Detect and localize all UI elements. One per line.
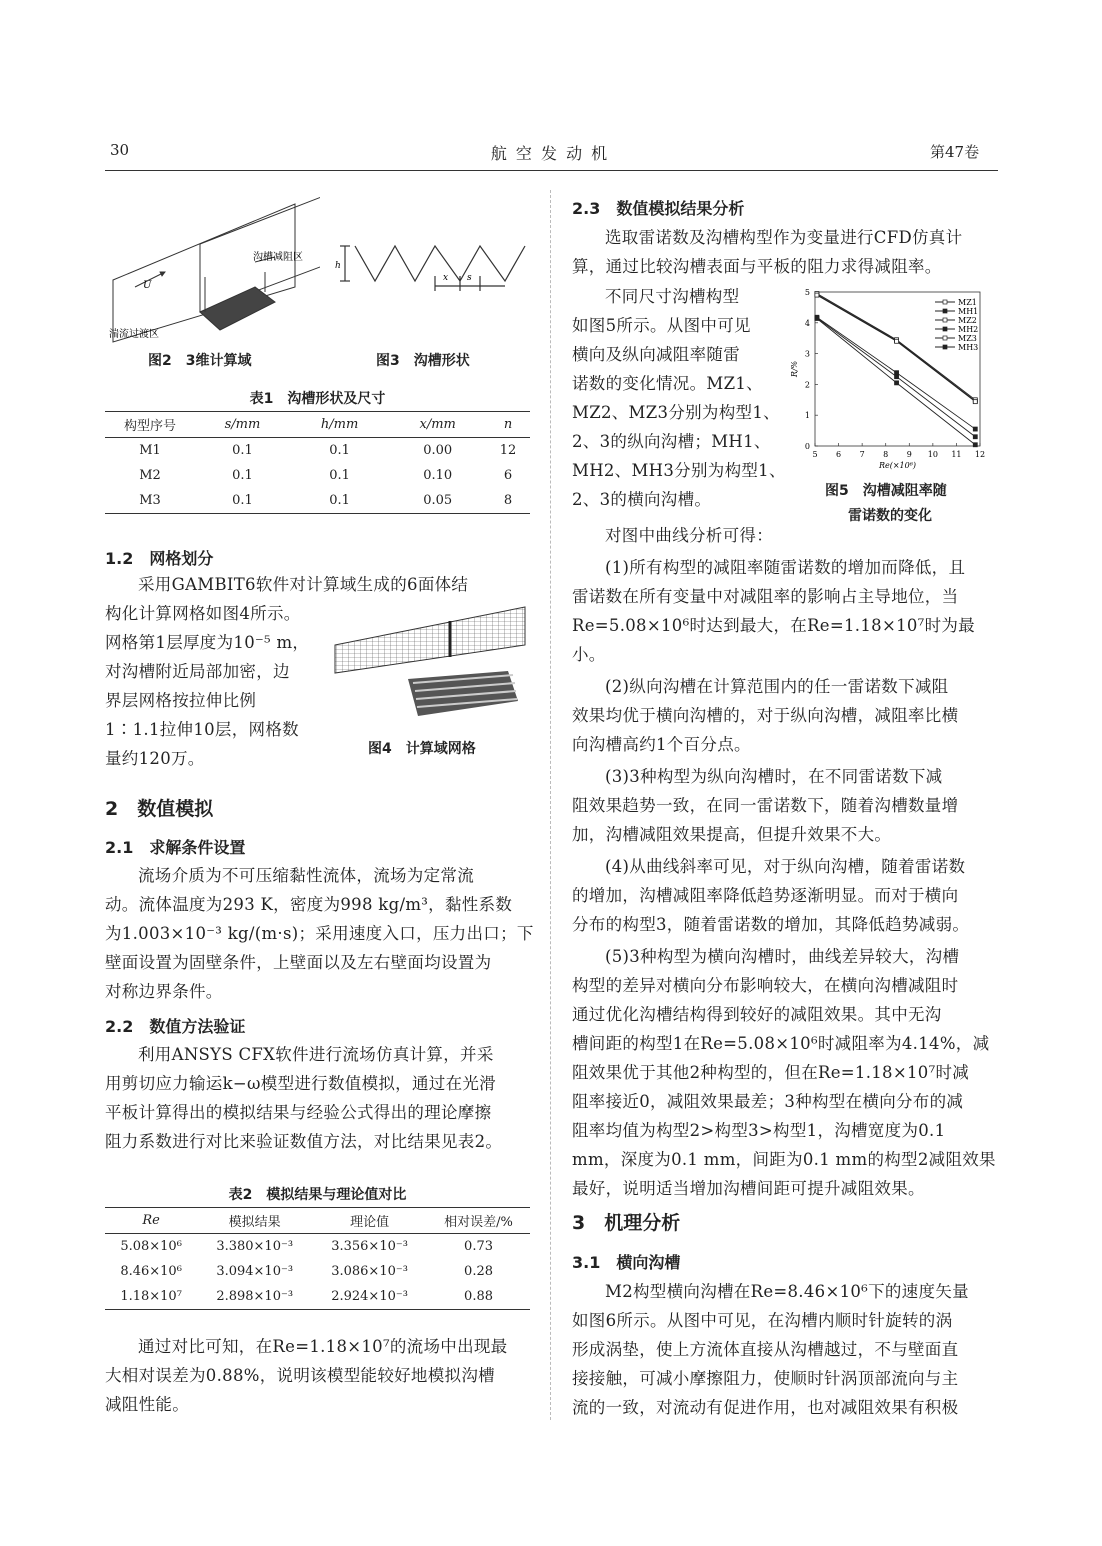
data-point-mh1 [973, 443, 977, 447]
fig5-caption-1: 图5 沟槽减阻率随 [825, 483, 947, 499]
volume-label: 第47卷 [930, 143, 980, 161]
fig2-3d-domain [105, 192, 320, 347]
x-tick-label: 7 [859, 450, 865, 459]
legend-marker-mz2 [943, 318, 947, 322]
y-tick-label: 4 [804, 318, 810, 328]
y-tick-label: 3 [804, 349, 810, 359]
section-2-heading: 2 数值模拟 [105, 798, 214, 820]
section-1-2-heading: 1.2 网格划分 [105, 549, 214, 568]
fig3-caption: 图3 沟槽形状 [376, 353, 470, 369]
t2-header: Re [142, 1213, 160, 1228]
conclusion-body: 通过对比可知，在Re=1.18×10⁷的流场中出现最 大相对误差为0.88%，说明该模型能较好地模拟沟槽 减阻性能。 [105, 1337, 508, 1414]
legend-marker-mh2 [943, 327, 947, 331]
legend-label-mh2: MH2 [958, 325, 979, 334]
y-axis-label: R/% [790, 360, 799, 378]
plot-frame [815, 292, 980, 446]
x-tick-label: 6 [836, 450, 842, 459]
table-row: M2 0.1 0.1 0.10 6 [139, 468, 513, 483]
section-2-3-intro: 选取雷诺数及沟槽构型作为变量进行CFD仿真计 算，通过比较沟槽表面与平板的阻力求得减阻率。 [572, 228, 963, 276]
t1-header: n [503, 417, 513, 432]
page-number: 30 [110, 141, 130, 159]
fig4-caption: 图4 计算域网格 [368, 741, 476, 757]
legend-label-mh1: MH1 [958, 307, 979, 316]
section-3-1-body: M2构型横向沟槽在Re=8.46×10⁶下的速度矢量 如图6所示。从图中可见，在沟槽内顺时针旋转的涡 形成涡垫，使上方流体直接从沟槽越过，不与壁面直 接接触，可减小摩擦阻力，使顺时针涡顶部流向与主 流的一致，对流动有促进作用，也对减阻效果有积极 [572, 1282, 969, 1417]
x-tick-label: 8 [883, 450, 889, 459]
data-point-mz3 [895, 339, 899, 343]
section-2-2-heading: 2.2 数值方法验证 [105, 1017, 246, 1036]
legend-marker-mz1 [943, 300, 947, 304]
legend-label-mz1: MZ1 [958, 298, 977, 307]
legend-label-mz3: MZ3 [958, 334, 977, 343]
table-row: 5.08×10⁶ 3.380×10⁻³ 3.356×10⁻³ 0.73 [120, 1239, 493, 1254]
t1-header: x/mm [419, 417, 456, 432]
groove-zone-label: 沟槽减阻区 [253, 252, 303, 263]
y-tick-label: 0 [804, 442, 810, 451]
fig5-caption-2: 雷诺数的变化 [848, 508, 932, 524]
fig4-mesh [330, 605, 530, 730]
section-2-3-wrap: 不同尺寸沟槽构型 如图5所示。从图中可见 横向及纵向减阻率随雷 诺数的变化情况。MZ1、 MZ2、MZ3分别为构型1、 2、3的纵向沟槽；MH1、 MH2、MH3分别为构型1、 2、3的横向沟槽。 [572, 287, 786, 509]
t2-header: 模拟结果 [228, 1215, 281, 1230]
section-2-1-heading: 2.1 求解条件设置 [105, 838, 246, 857]
fig3-groove-shape [325, 236, 535, 296]
table2-title: 表2 模拟结果与理论值对比 [228, 1187, 407, 1203]
y-tick-label: 1 [804, 411, 810, 421]
data-point-mh3 [815, 316, 819, 320]
table-row: M1 0.1 0.1 0.00 12 [139, 443, 517, 458]
legend-marker-mh1 [943, 309, 947, 313]
x-tick-label: 12 [974, 450, 986, 459]
data-point-mz3 [973, 400, 977, 404]
data-point-mh2 [895, 371, 899, 375]
column-divider [550, 190, 551, 1420]
y-tick-label: 5 [804, 288, 810, 297]
legend-label-mz2: MZ2 [958, 316, 977, 325]
section-2-2-body: 利用ANSYS CFX软件进行流场仿真计算，并采 用剪切应力输运k−ω模型进行数值模拟，通过在光滑 平板计算得出的模拟结果与经验公式得出的理论摩擦 阻力系数进行对比来验证数值方法，对比结果见表2。 [105, 1045, 503, 1151]
x-tick-label: 11 [951, 450, 962, 459]
data-point-mh3 [895, 375, 899, 379]
table-row: 8.46×10⁶ 3.094×10⁻³ 3.086×10⁻³ 0.28 [120, 1264, 493, 1279]
s-label: s [467, 273, 472, 283]
data-point-mz3 [815, 293, 819, 297]
table1 [105, 411, 530, 514]
section-1-2-body: 采用GAMBIT6软件对计算域生成的6面体结 构化计算网格如图4所示。 网格第1层厚度为10⁻⁵ m， 对沟槽附近局部加密，边 界层网格按拉伸比例 1∶1.1拉伸10层，网格数 量约120万。 [105, 575, 469, 768]
legend-label-mh3: MH3 [958, 343, 979, 352]
u-label: U [143, 280, 152, 291]
table1-title: 表1 沟槽形状及尺寸 [249, 391, 386, 407]
section-3-1-heading: 3.1 横向沟槽 [572, 1253, 681, 1272]
section-2-3-heading: 2.3 数值模拟结果分析 [572, 199, 745, 218]
x-tick-label: 9 [906, 450, 912, 459]
analysis-body: 对图中曲线分析可得： (1)所有构型的减阻率随雷诺数的增加而降低，且 雷诺数在所有变量中对减阻率的影响占主导地位，当 Re=5.08×10⁶时达到最大，在Re=1.18×10⁷时为最小。 (2)纵向沟槽在计算范围内的任一雷诺数下减阻 效果均优于横向沟槽的，对于纵向沟槽，减阻率比横 向沟槽高约1个百分点。 (3)3种构型为纵向沟槽时，在不同雷诺数下减 阻效果趋势一致，在同一雷诺数下，随着沟槽数量增 加，沟槽减阻效果提高，但提升效果不大。 (4)从曲线斜率可见，对于纵向沟槽，随着雷诺数 的增加，沟槽减阻率降低趋势逐渐明显。而对于横向 分布的构型3，随着雷诺数的增加，其降低趋势减弱。 (5)3种构型为横向沟槽时，曲线差异较大，沟槽 构型的差异对横向分布影响较大，在横向沟槽减阻时 通过优化沟槽结构得到较好的减阻效果。其中无沟 槽间距的构型1在Re=5.08×10⁶时减阻率为4.14%，减 阻效果优于其他2种构型的，但在Re=1.18×10⁷时减 阻率接近0，减阻效果最差；3种构型在横向分布的减 阻率均值为构型2>构型3>构型1，沟槽宽度为0.1 mm，深度为0.1 mm，间距为0.1 mm的构型2减阻效果 最好，说明适当增加沟槽间距可提升减阻效果。 [572, 526, 996, 1198]
t2-header: 相对误差/% [444, 1215, 513, 1230]
data-point-mh3 [973, 435, 977, 439]
legend-marker-mh3 [943, 345, 947, 349]
x-axis-label: Re(×10⁶) [878, 461, 917, 470]
fig2-caption: 图2 3维计算域 [148, 353, 252, 369]
x-tick-label: 10 [927, 450, 938, 459]
section-2-1-body: 流场介质为不可压缩黏性流体，流场为定常流 动。流体温度为293 K，密度为998 kg/m³，黏性系数 为1.003×10⁻³ kg/(m·s)；采用速度入口，压力出口；下 壁面设置为固壁条件，上壁面以及左右壁面均设置为 对称边界条件。 [105, 866, 534, 1001]
header-rule [105, 170, 998, 171]
table-row: 1.18×10⁷ 2.898×10⁻³ 2.924×10⁻³ 0.88 [120, 1289, 493, 1304]
y-tick-label: 2 [804, 380, 810, 390]
x-tick-label: 5 [812, 450, 818, 459]
table2 [105, 1207, 530, 1310]
data-point-mh1 [895, 381, 899, 385]
t1-header: s/mm [224, 417, 261, 432]
transition-zone-label: 湍流过渡区 [109, 329, 159, 340]
x-label: x [443, 273, 449, 283]
t2-header: 理论值 [350, 1215, 390, 1230]
legend-marker-mz3 [943, 336, 947, 340]
t1-header: 构型序号 [123, 419, 176, 434]
fig5-chart [785, 284, 1000, 476]
h-label: h [335, 261, 341, 271]
journal-name: 航 空 发 动 机 [490, 144, 610, 163]
section-3-heading: 3 机理分析 [572, 1212, 681, 1234]
table-row: M3 0.1 0.1 0.05 8 [139, 493, 513, 508]
t1-header: h/mm [320, 417, 359, 432]
data-point-mh2 [973, 427, 977, 431]
